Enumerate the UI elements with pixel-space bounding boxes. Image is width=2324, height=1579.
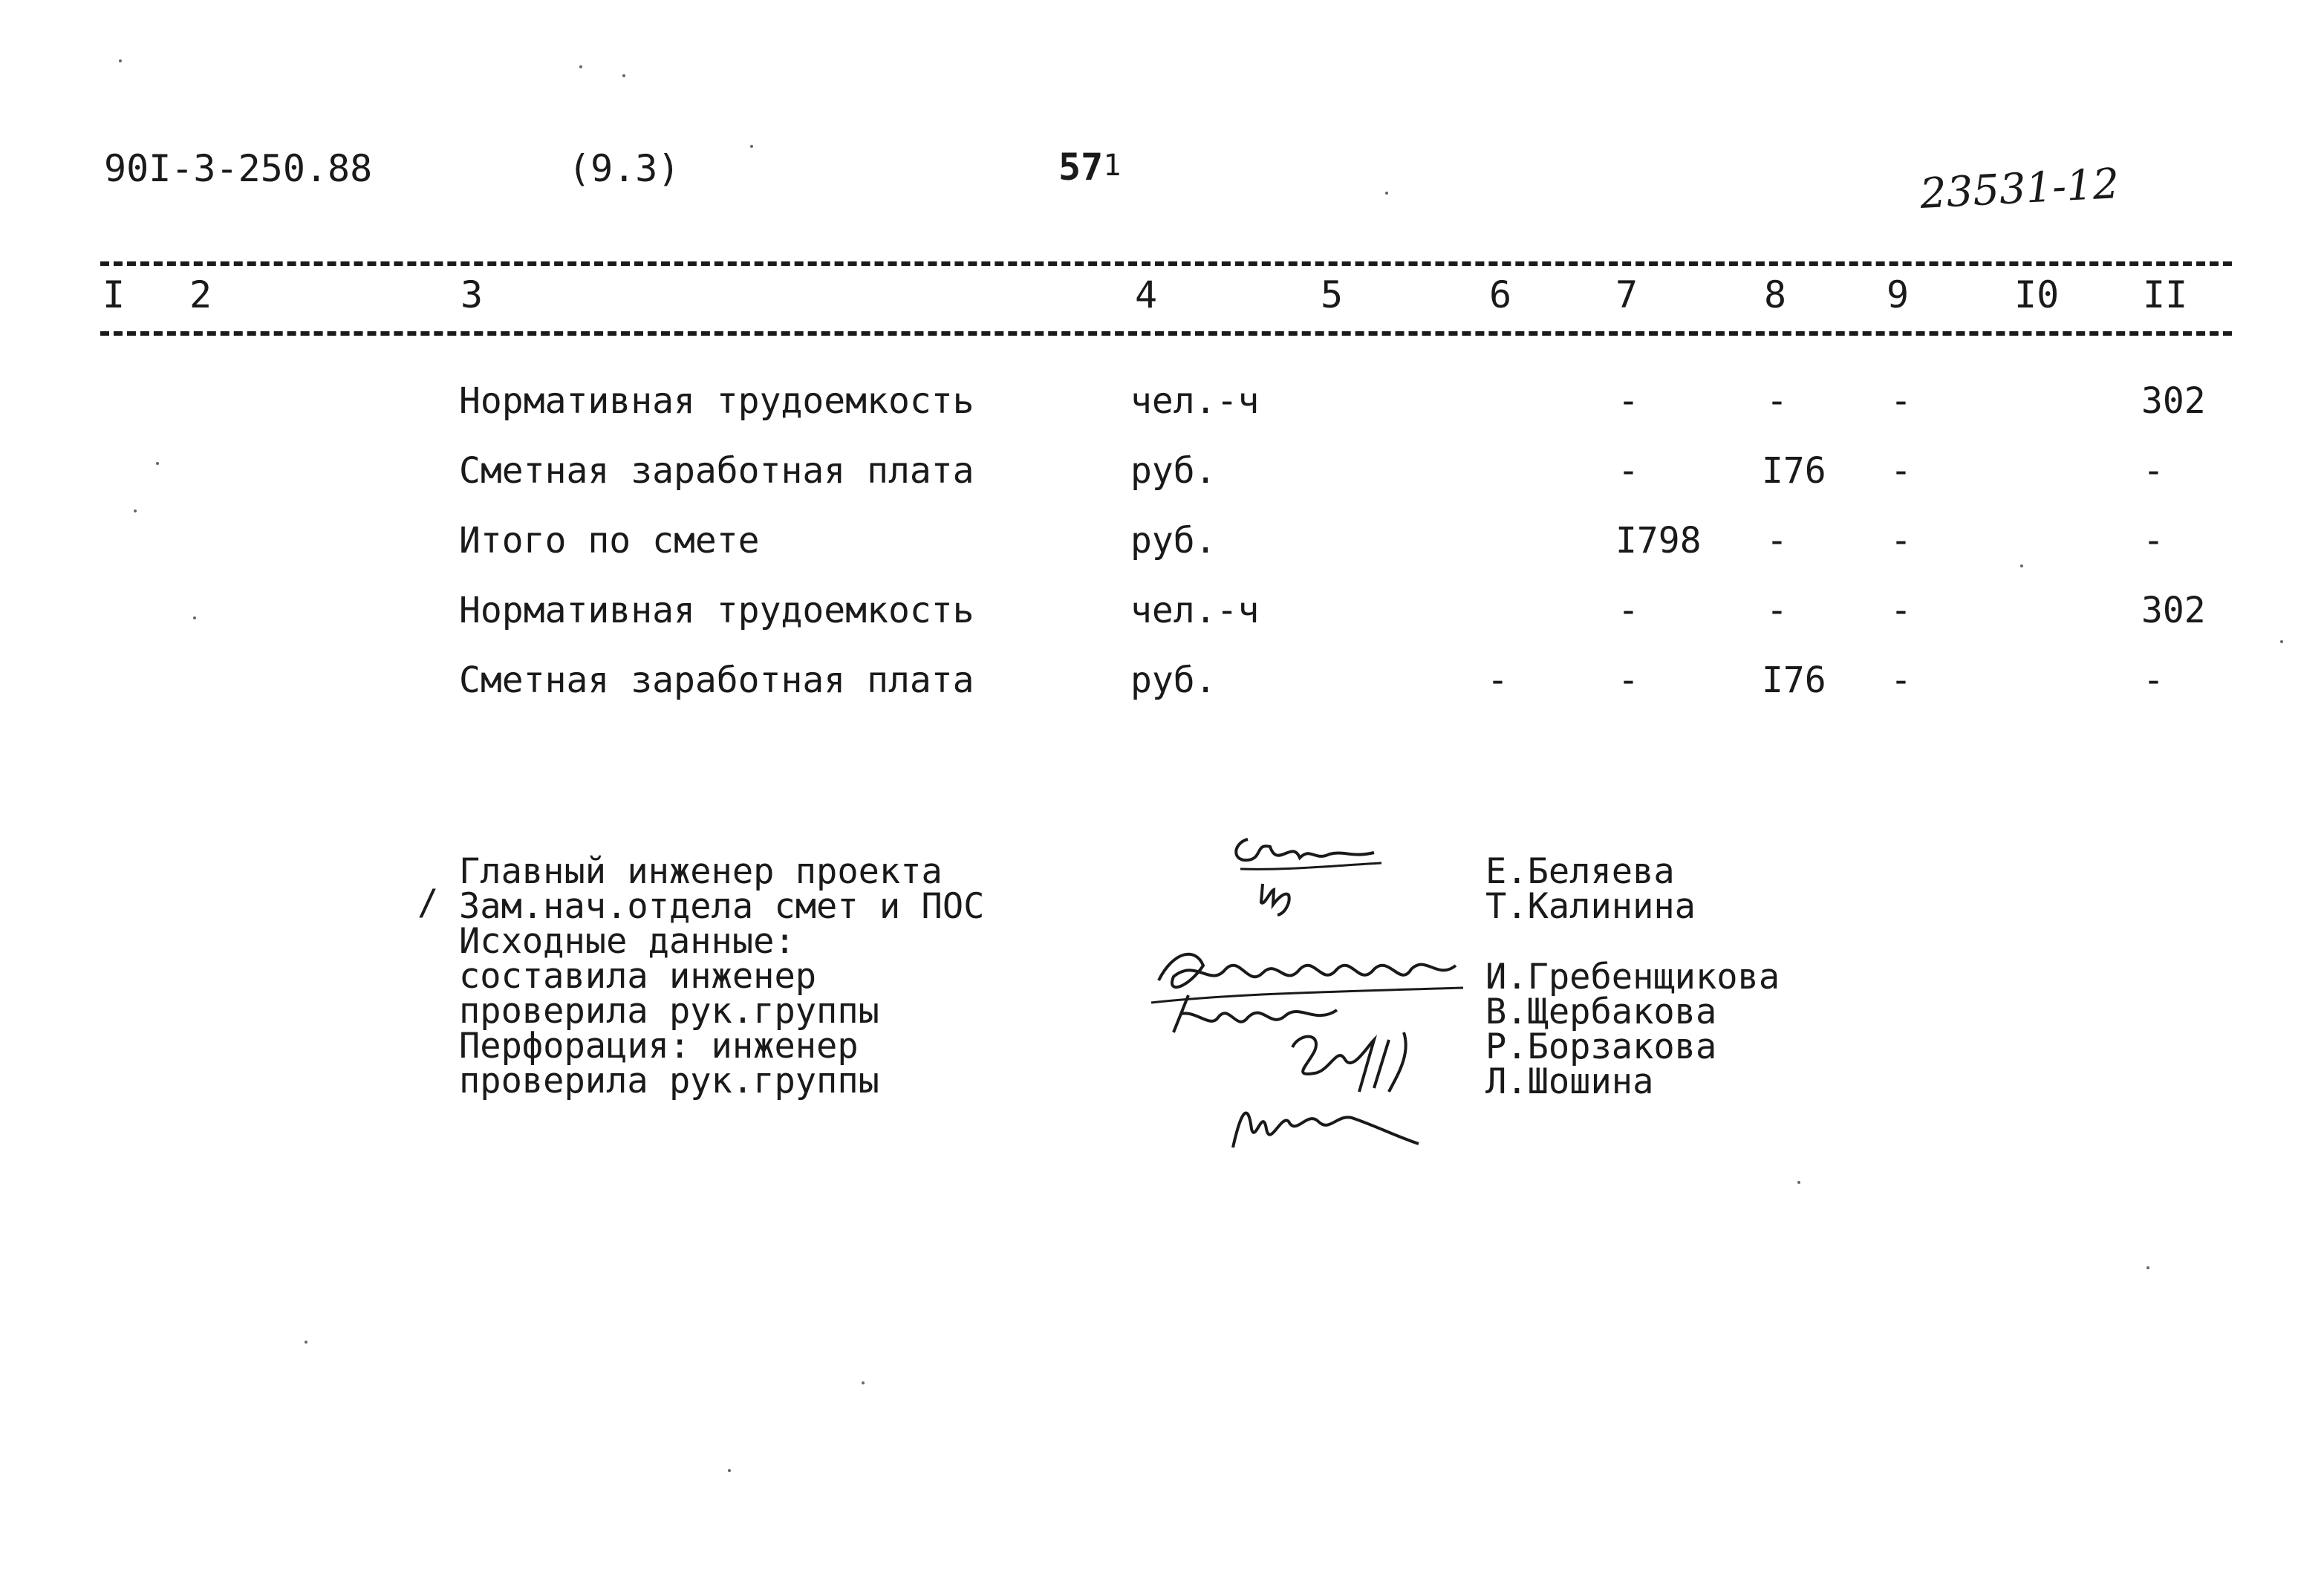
scan-speck <box>862 1381 865 1384</box>
scan-speck <box>134 509 137 512</box>
row-name: Сметная заработная плата <box>459 450 974 492</box>
column-number: I <box>102 273 126 316</box>
page-number-mark: 1 <box>1103 149 1122 183</box>
signer-name: Т.Калинина <box>1485 886 1696 927</box>
cell-col7: - <box>1618 450 1639 492</box>
signer-name: И.Гребенщикова <box>1485 957 1780 997</box>
page-number: 571 <box>1058 146 1122 189</box>
column-number: 9 <box>1887 273 1910 316</box>
table-header-rule <box>100 331 2232 336</box>
cell-col8: - <box>1766 380 1788 422</box>
row-unit: руб. <box>1130 450 1217 492</box>
cell-col8: I76 <box>1762 450 1826 492</box>
column-number: 4 <box>1135 273 1158 316</box>
cell-col11: - <box>2143 660 2164 701</box>
column-number: 2 <box>189 273 212 316</box>
column-number: 3 <box>460 273 484 316</box>
cell-col8: - <box>1766 520 1788 561</box>
signature-kalinina <box>1255 869 1329 921</box>
row-name: Сметная заработная плата <box>459 660 974 701</box>
row-unit: руб. <box>1130 660 1217 701</box>
cell-col7: - <box>1618 660 1639 701</box>
document-code: 90I-3-250.88 <box>104 147 373 190</box>
cell-col8: I76 <box>1762 660 1826 701</box>
column-number: 7 <box>1615 273 1638 316</box>
column-number: 6 <box>1489 273 1512 316</box>
column-number: II <box>2143 273 2188 316</box>
cell-col8: - <box>1766 590 1788 631</box>
scan-speck <box>156 462 159 465</box>
signer-name: Е.Беляева <box>1485 851 1675 892</box>
section-number: (9.3) <box>568 147 680 190</box>
role-line: проверила рук.группы <box>459 1061 879 1101</box>
signer-name: Л.Шошина <box>1485 1061 1654 1102</box>
cell-col11: - <box>2143 450 2164 492</box>
cell-col9: - <box>1890 590 1912 631</box>
row-unit: чел.-ч <box>1130 590 1260 631</box>
cell-col9: - <box>1890 660 1912 701</box>
role-line: Главный инженер проекта <box>459 851 943 892</box>
cell-col11: - <box>2143 520 2164 561</box>
scan-speck <box>622 74 625 77</box>
margin-mark: / <box>417 882 439 923</box>
signer-name: В.Щербакова <box>1485 992 1717 1032</box>
scan-speck <box>2280 640 2283 643</box>
cell-col6: - <box>1487 660 1508 701</box>
scan-speck <box>305 1341 307 1344</box>
table-top-rule <box>100 261 2232 266</box>
row-unit: руб. <box>1130 520 1217 561</box>
scan-speck <box>728 1469 731 1472</box>
cell-col11: 302 <box>2141 590 2206 631</box>
archive-number: 23531-12 <box>1918 160 2120 218</box>
cell-col11: 302 <box>2141 380 2206 422</box>
scan-speck <box>2020 564 2023 567</box>
signer-name: Р.Борзакова <box>1485 1026 1717 1067</box>
cell-col9: - <box>1890 520 1912 561</box>
scan-speck <box>119 59 122 62</box>
role-line: проверила рук.группы <box>459 991 879 1032</box>
scan-speck <box>1385 192 1388 195</box>
cell-col7: - <box>1618 380 1639 422</box>
role-line: Перфорация: инженер <box>459 1026 859 1067</box>
row-name: Нормативная трудоемкость <box>459 380 974 422</box>
scan-speck <box>750 145 753 148</box>
scan-speck <box>193 616 196 619</box>
role-line: Исходные данные: <box>459 921 795 962</box>
cell-col7: - <box>1618 590 1639 631</box>
cell-col7: I798 <box>1615 520 1702 561</box>
column-number: I0 <box>2014 273 2060 316</box>
row-name: Итого по смете <box>459 520 760 561</box>
row-unit: чел.-ч <box>1130 380 1260 422</box>
row-name: Нормативная трудоемкость <box>459 590 974 631</box>
cell-col9: - <box>1890 450 1912 492</box>
role-line: Зам.нач.отдела смет и ПОС <box>459 886 985 927</box>
scan-speck <box>579 65 582 68</box>
role-line: составила инженер <box>459 956 817 997</box>
signature-names-bottom <box>1485 957 1780 1102</box>
signature-roles <box>459 851 985 1101</box>
cell-col9: - <box>1890 380 1912 422</box>
scan-speck <box>1797 1181 1800 1184</box>
signature-names-top <box>1485 851 1696 927</box>
column-number: 5 <box>1321 273 1344 316</box>
signature-shoshina <box>1226 1084 1433 1159</box>
column-number: 8 <box>1764 273 1787 316</box>
scan-speck <box>2146 1266 2149 1269</box>
